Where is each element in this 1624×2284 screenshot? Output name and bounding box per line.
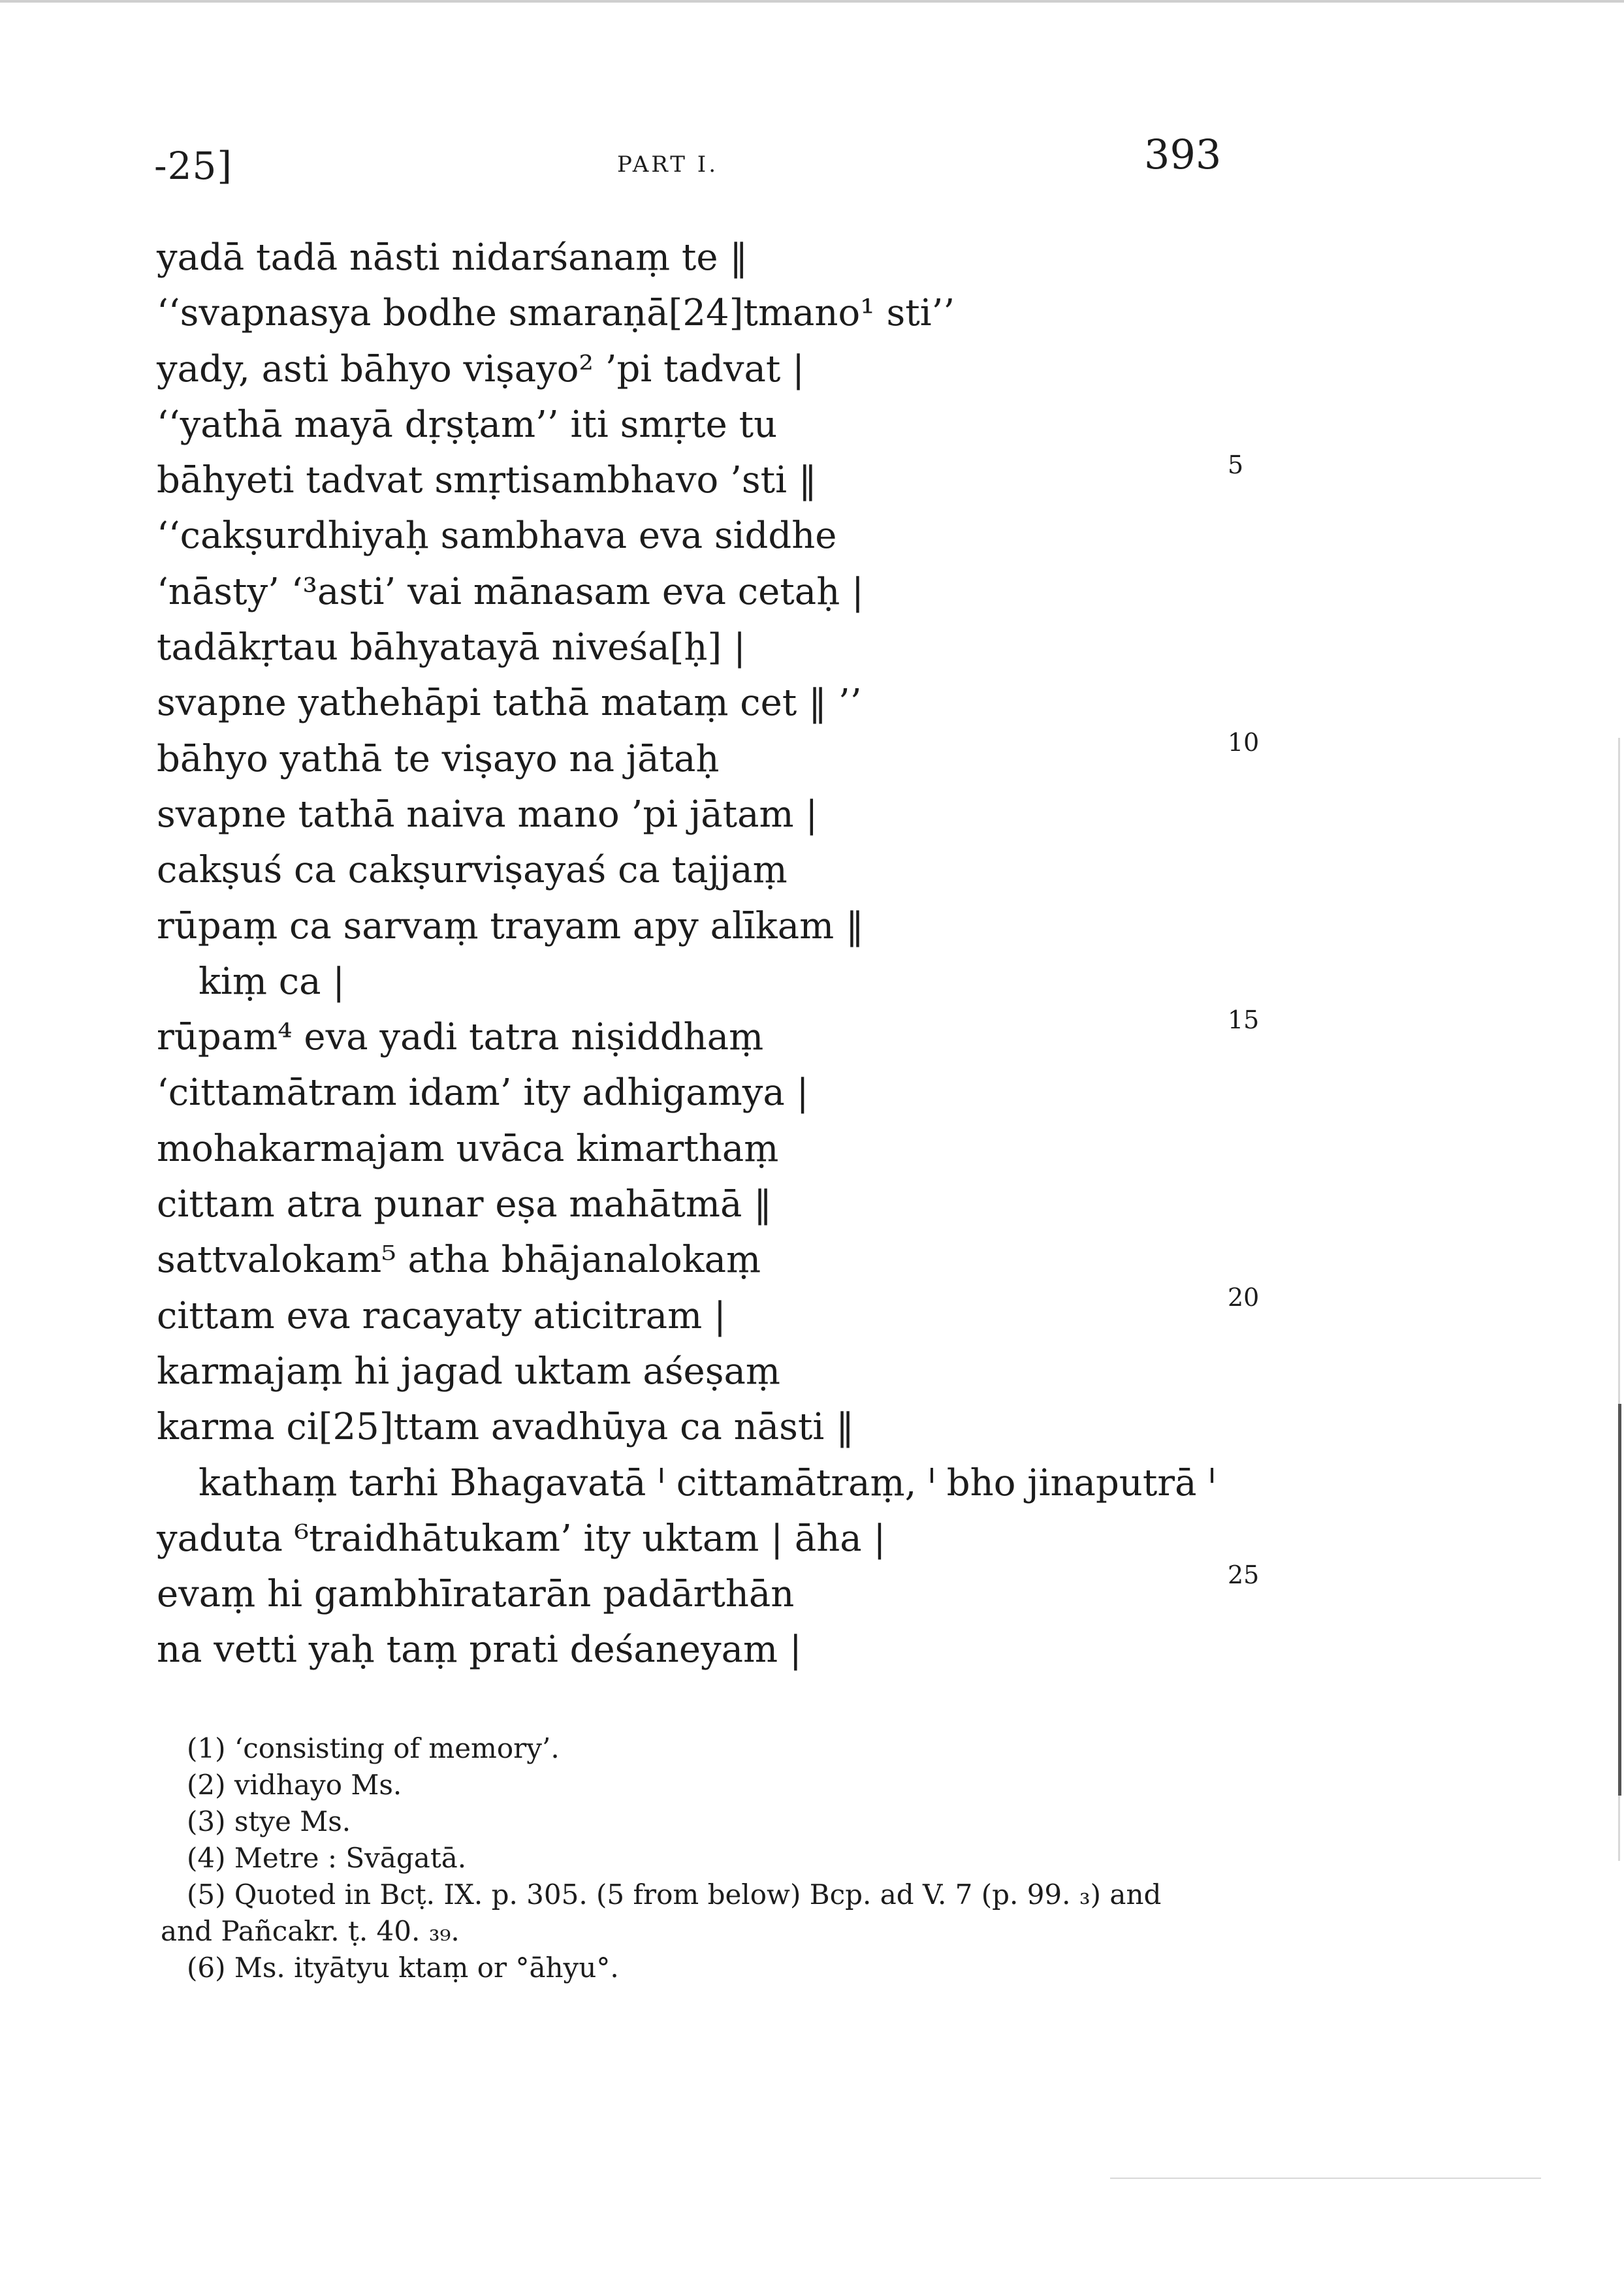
verse-line: ‘‘cakṣurdhiyaḥ sambhava eva siddhe (157, 515, 837, 558)
footnote: (3) stye Ms. (187, 1805, 351, 1837)
verse-line: mohakarmajam uvāca kimarthaṃ (157, 1127, 779, 1170)
verse-line: cakṣuś ca cakṣurviṣayaś ca tajjaṃ (157, 849, 788, 892)
line-number: 5 (1228, 451, 1244, 479)
footnote-continuation: and Pañcakr. ṭ. 40. ₃₉. (161, 1915, 460, 1947)
verse-line: yadā tadā nāsti nidarśanaṃ te ‖ (157, 236, 748, 279)
scan-bottom-mark (1110, 2178, 1541, 2179)
footnote: (6) Ms. ityātyu ktaṃ or °āhyu°. (187, 1952, 619, 1984)
page-number: 393 (1144, 131, 1222, 178)
top-rule (0, 0, 1624, 3)
verse-line: na vetti yaḥ taṃ prati deśaneyam | (157, 1628, 802, 1672)
verse-line: ‘nāsty’ ‘³asti’ vai mānasam eva cetaḥ | (157, 570, 864, 613)
prose-line: yaduta ⁶traidhātukam’ ity uktam | āha | (157, 1517, 886, 1560)
scan-edge-shadow (1618, 1404, 1621, 1796)
footnote: (2) vidhayo Ms. (187, 1769, 402, 1801)
prose-line: kathaṃ tarhi Bhagavatā ᑊ cittamātraṃ, ᑊ bho jinaputrā ᑊ (199, 1461, 1216, 1504)
line-number: 20 (1228, 1283, 1260, 1312)
line-number: 10 (1228, 728, 1260, 757)
verse-line: sattvalokam⁵ atha bhājanalokaṃ (157, 1239, 761, 1282)
verse-line: karmajaṃ hi jagad uktam aśeṣaṃ (157, 1350, 780, 1393)
verse-line: cittam eva racayaty aticitram | (157, 1294, 726, 1337)
verse-line: svapne yathehāpi tathā mataṃ cet ‖ ’’ (157, 682, 862, 725)
verse-line: ‘cittamātram idam’ ity adhigamya | (157, 1071, 809, 1115)
footnote: (1) ‘consisting of memory’. (187, 1732, 560, 1764)
footnote: (5) Quoted in Bcṭ. IX. p. 305. (5 from below) Bcp. ad V. 7 (p. 99. ₃) and (187, 1879, 1162, 1911)
verse-line: svapne tathā naiva mano ’pi jātam | (157, 793, 818, 836)
verse-line: bāhyo yathā te viṣayo na jātaḥ (157, 737, 720, 780)
verse-line: rūpaṃ ca sarvaṃ trayam apy alīkam ‖ (157, 904, 865, 947)
line-number: 15 (1228, 1006, 1260, 1034)
verse-text (157, 230, 1299, 1678)
verse-line: tadākṛtau bāhyatayā niveśa[ḥ] | (157, 626, 746, 669)
verse-line: karma ci[25]ttam avadhūya ca nāsti ‖ (157, 1406, 855, 1449)
prose-line: kiṃ ca | (199, 960, 345, 1003)
section-range: -25] (154, 144, 233, 188)
footnote: (4) Metre : Svāgatā. (187, 1842, 467, 1874)
verse-line: evaṃ hi gambhīratarān padārthān (157, 1573, 795, 1616)
verse-line: ‘‘yathā mayā dṛṣṭam’’ iti smṛte tu (157, 403, 778, 446)
verse-line: bāhyeti tadvat smṛtisambhavo ’sti ‖ (157, 459, 817, 502)
verse-line: cittam atra punar eṣa mahātmā ‖ (157, 1183, 772, 1226)
verse-line: rūpam⁴ eva yadi tatra niṣiddhaṃ (157, 1016, 764, 1059)
verse-line: yady, asti bāhyo viṣayo² ’pi tadvat | (157, 347, 805, 390)
line-number: 25 (1228, 1561, 1260, 1589)
running-head: PART I. (617, 151, 719, 178)
verse-line: ‘‘svapnasya bodhe smaraṇā[24]tmano¹ sti’’ (157, 292, 955, 335)
footnotes (161, 1730, 1245, 1986)
